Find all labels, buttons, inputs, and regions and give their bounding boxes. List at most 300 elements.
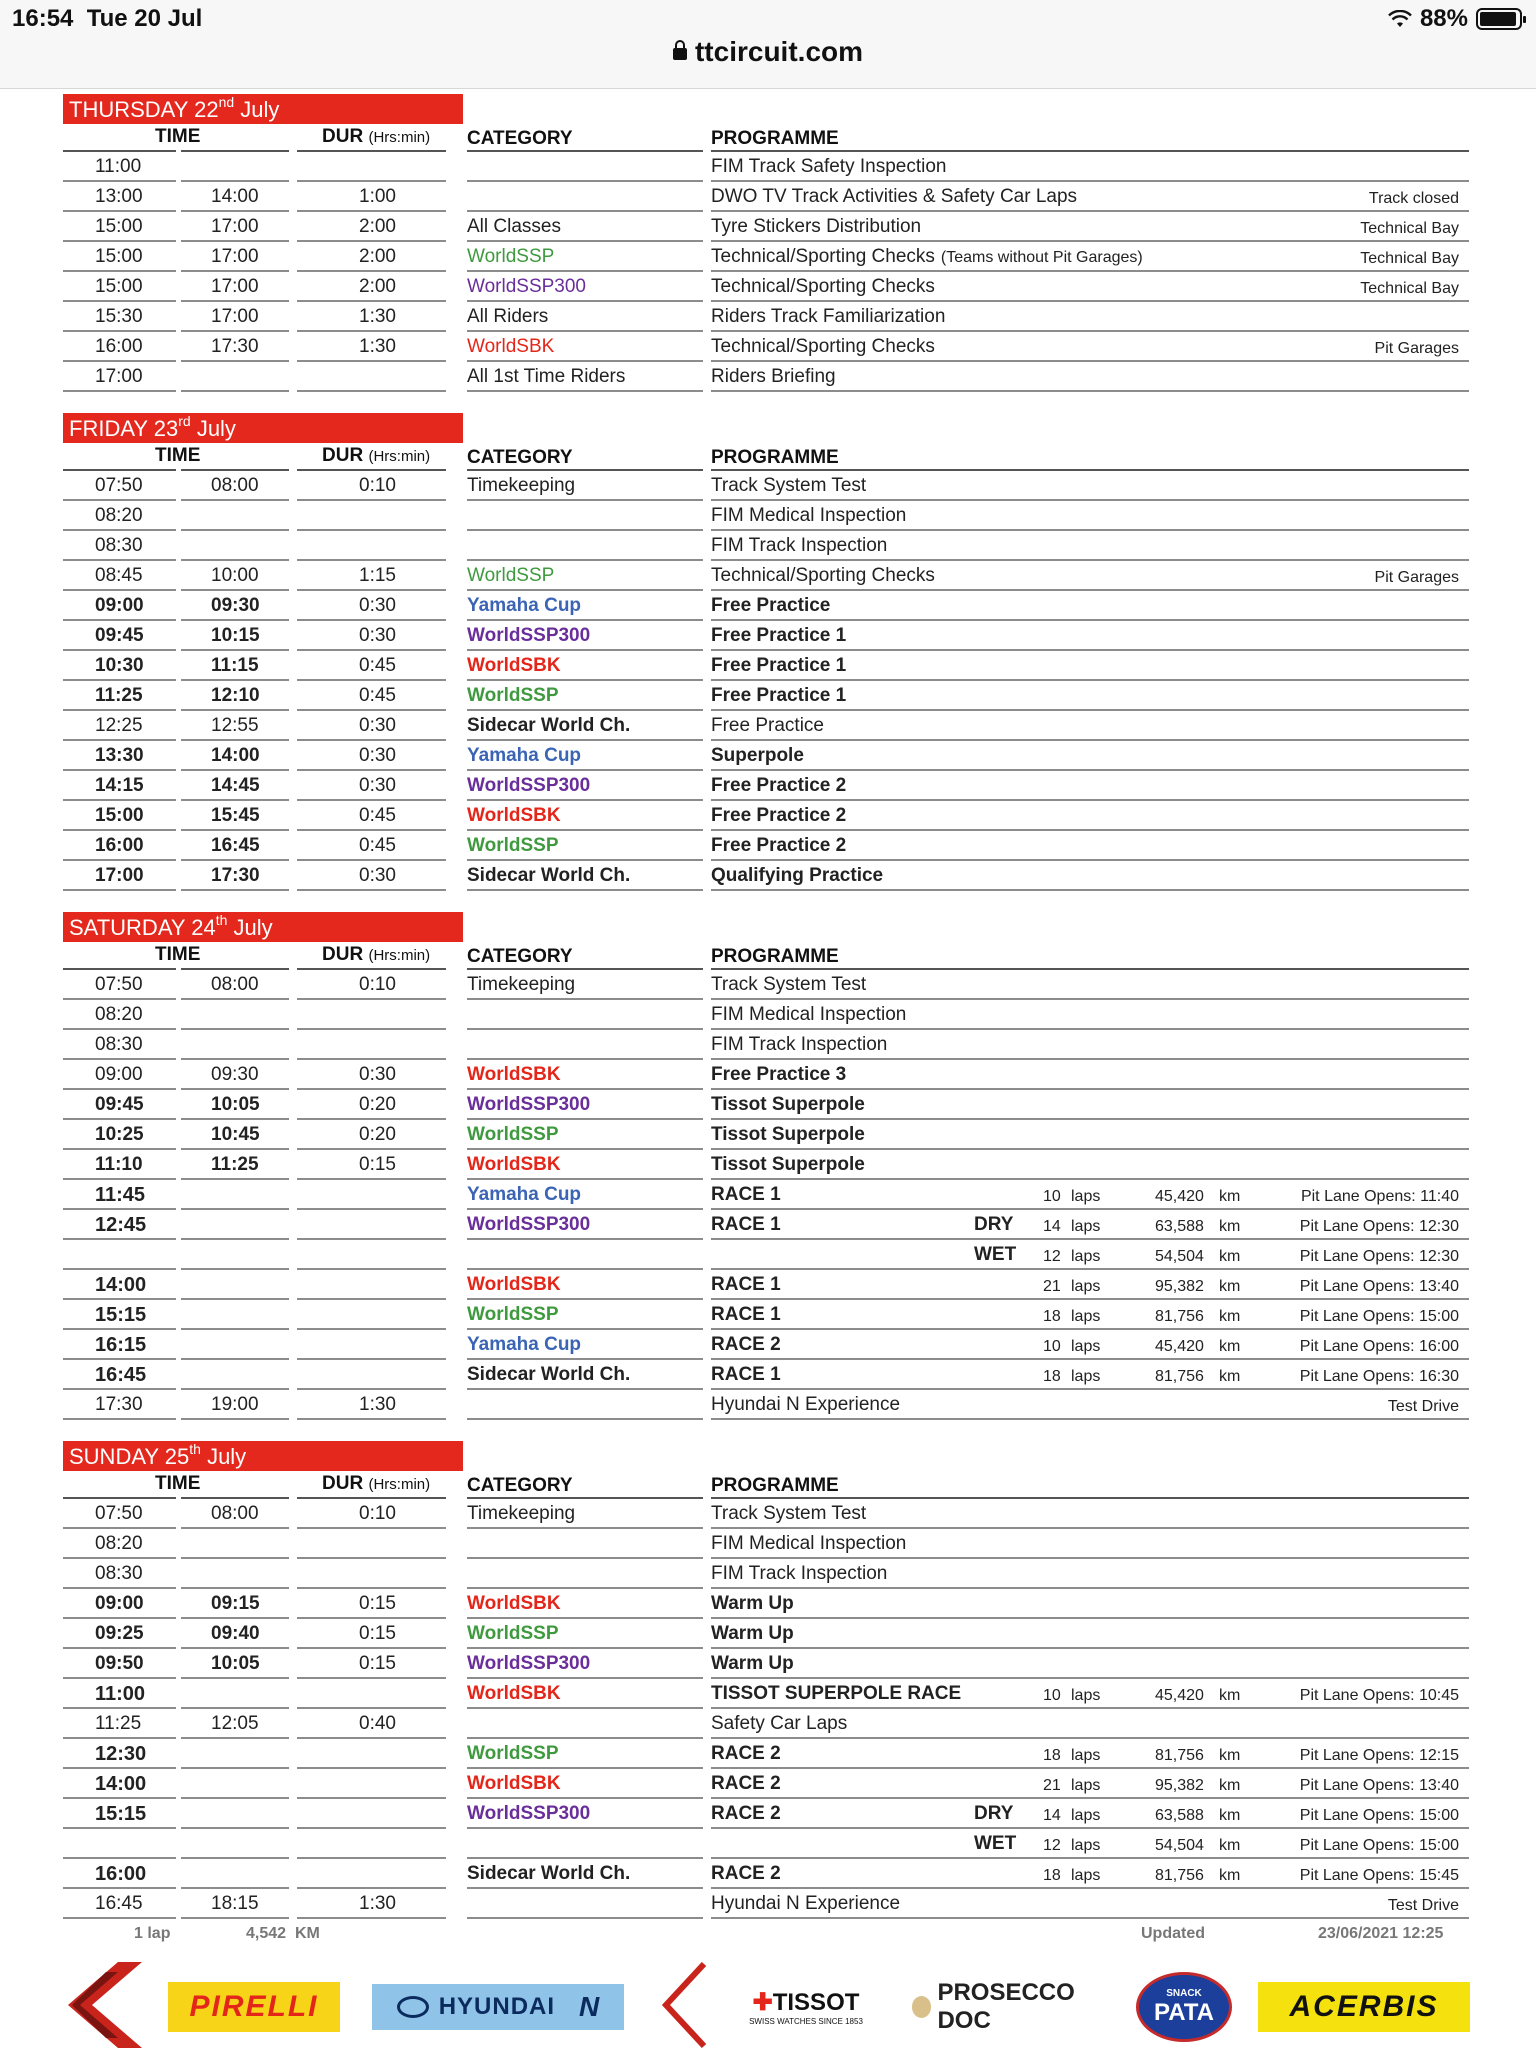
start-time: 16:15: [95, 1334, 147, 1356]
programme-text: Track System Test: [711, 475, 867, 496]
browser-status-bar: [0, 0, 1536, 89]
programme: [711, 1334, 781, 1356]
duration: 0:30: [359, 865, 396, 886]
category: WorldSSP300: [467, 276, 586, 297]
note: Technical Bay: [1360, 250, 1459, 267]
category: WorldSSP300: [467, 1214, 591, 1235]
dur-unit: (Hrs:min): [368, 947, 431, 964]
row-rule: [711, 679, 1469, 681]
race-distance: 63,588: [1155, 1807, 1204, 1824]
distance-unit: km: [1219, 1368, 1241, 1385]
category: WorldSBK: [467, 1274, 561, 1295]
row-rule: [181, 330, 289, 332]
row-rule: [297, 769, 446, 771]
row-rule: [297, 1617, 446, 1619]
row-rule: [63, 649, 176, 651]
row-rule: [63, 1767, 176, 1769]
laps-unit: laps: [1071, 1338, 1101, 1355]
row-rule: [63, 1388, 176, 1390]
row-rule: [297, 1388, 446, 1390]
programme: [711, 805, 846, 827]
row-rule: [63, 180, 176, 182]
row-rule: [297, 1148, 446, 1150]
row-rule: [467, 1737, 703, 1739]
category: WorldSSP300: [467, 775, 591, 796]
programme: [711, 1094, 865, 1116]
status-right: [1388, 5, 1522, 33]
row-rule: [297, 1887, 446, 1889]
row-rule: [181, 679, 289, 681]
row-rule: [711, 1418, 1469, 1420]
note: Pit Lane Opens: 15:00: [1299, 1837, 1459, 1854]
row-rule: [63, 1058, 176, 1060]
programme: [711, 715, 824, 737]
row-rule: [467, 1028, 703, 1030]
start-time: 08:30: [95, 1034, 143, 1055]
row-rule: [297, 1418, 446, 1420]
end-time: 14:00: [211, 745, 260, 766]
end-time: 08:00: [211, 974, 259, 995]
start-time: 10:30: [95, 655, 144, 676]
end-time: 17:00: [211, 306, 259, 327]
duration: 1:30: [359, 1394, 396, 1415]
start-time: 12:30: [95, 1743, 147, 1765]
category: WorldSSP: [467, 565, 555, 586]
programme: [711, 1713, 847, 1735]
start-time: 12:45: [95, 1214, 147, 1236]
category: WorldSBK: [467, 336, 555, 357]
race-distance: 63,588: [1155, 1218, 1204, 1235]
row-rule: [63, 1917, 176, 1919]
programme: [711, 1623, 794, 1645]
note: Technical Bay: [1360, 220, 1459, 237]
row-rule: [63, 799, 176, 801]
row-rule: [467, 889, 703, 891]
row-rule: [711, 1917, 1469, 1919]
laps-count: 18: [1043, 1368, 1061, 1385]
row-rule: [181, 1767, 289, 1769]
start-time: 17:30: [95, 1394, 143, 1415]
category: All 1st Time Riders: [467, 366, 626, 387]
row-rule: [63, 859, 176, 861]
programme: [711, 306, 945, 328]
duration: 0:30: [359, 625, 396, 646]
header-rule: [711, 150, 1469, 152]
distance-unit: km: [1219, 1837, 1241, 1854]
duration: 0:45: [359, 685, 396, 706]
category: WorldSBK: [467, 1064, 561, 1085]
day-name: SATURDAY 24: [69, 915, 216, 940]
programme-text: FIM Track Inspection: [711, 1034, 888, 1055]
row-rule: [63, 1797, 176, 1799]
duration: 0:40: [359, 1713, 396, 1734]
programme: [711, 1064, 846, 1086]
row-rule: [711, 1358, 1469, 1360]
start-time: 16:00: [95, 336, 143, 357]
programme-text: FIM Medical Inspection: [711, 1004, 907, 1025]
row-rule: [63, 300, 176, 302]
row-rule: [467, 300, 703, 302]
row-rule: [297, 619, 446, 621]
row-rule: [467, 1208, 703, 1210]
end-time: 17:00: [211, 276, 259, 297]
row-rule: [467, 1707, 703, 1709]
header-rule: [297, 150, 446, 152]
row-rule: [63, 1827, 176, 1829]
header-rule: [181, 968, 289, 970]
duration: 0:30: [359, 745, 396, 766]
row-rule: [181, 998, 289, 1000]
laps-unit: laps: [1071, 1278, 1101, 1295]
start-time: 09:45: [95, 1094, 144, 1115]
category: Sidecar World Ch.: [467, 715, 631, 736]
programme: [711, 1304, 781, 1326]
row-rule: [181, 1028, 289, 1030]
start-time: 17:00: [95, 366, 143, 387]
start-time: 11:10: [95, 1154, 143, 1175]
row-rule: [63, 1418, 176, 1420]
header-time: TIME: [155, 445, 201, 466]
laps-unit: laps: [1071, 1807, 1101, 1824]
row-rule: [63, 1358, 176, 1360]
programme-text: DWO TV Track Activities & Safety Car Laps: [711, 186, 1078, 207]
row-rule: [467, 1298, 703, 1300]
note: Technical Bay: [1360, 280, 1459, 297]
programme-text: RACE 1: [711, 1184, 781, 1205]
row-rule: [63, 360, 176, 362]
row-rule: [467, 589, 703, 591]
programme-text: RACE 2: [711, 1803, 781, 1824]
start-time: 16:45: [95, 1893, 143, 1914]
row-rule: [711, 210, 1469, 212]
programme-text: Free Practice: [711, 595, 831, 616]
distance-unit: km: [1219, 1308, 1241, 1325]
laps-unit: laps: [1071, 1218, 1101, 1235]
day-month: July: [233, 915, 273, 940]
programme-text: Track System Test: [711, 974, 867, 995]
race-distance: 81,756: [1155, 1747, 1204, 1764]
start-time: 13:30: [95, 745, 144, 766]
row-rule: [181, 709, 289, 711]
programme-text: Free Practice 1: [711, 625, 847, 646]
row-rule: [467, 799, 703, 801]
category: Yamaha Cup: [467, 1184, 582, 1205]
row-rule: [711, 1587, 1469, 1589]
row-rule: [711, 1058, 1469, 1060]
row-rule: [63, 739, 176, 741]
row-rule: [63, 529, 176, 531]
day-suffix: rd: [178, 413, 191, 429]
start-time: 11:25: [95, 1713, 142, 1734]
row-rule: [63, 1208, 176, 1210]
row-rule: [181, 1527, 289, 1529]
laps-unit: laps: [1071, 1368, 1101, 1385]
start-time: 08:30: [95, 535, 143, 556]
status-time: 16:54 Tue 20 Jul: [12, 5, 203, 32]
start-time: 16:00: [95, 835, 144, 856]
programme-text: Technical/Sporting Checks: [711, 276, 935, 297]
laps-count: 14: [1043, 1218, 1061, 1235]
address-bar[interactable]: [0, 36, 1536, 68]
end-time: 16:45: [211, 835, 260, 856]
start-time: 07:50: [95, 475, 143, 496]
row-rule: [711, 1737, 1469, 1739]
row-rule: [63, 390, 176, 392]
row-rule: [181, 1328, 289, 1330]
row-rule: [467, 270, 703, 272]
row-rule: [297, 529, 446, 531]
end-time: 18:15: [211, 1893, 259, 1914]
distance-unit: km: [1219, 1807, 1241, 1824]
row-rule: [711, 1827, 1469, 1829]
row-rule: [711, 1178, 1469, 1180]
laps-unit: laps: [1071, 1687, 1101, 1704]
programme: [711, 535, 887, 557]
row-rule: [181, 889, 289, 891]
row-rule: [181, 859, 289, 861]
programme-text: Tyre Stickers Distribution: [711, 216, 922, 237]
category: WorldSSP: [467, 1304, 559, 1325]
note: Test Drive: [1387, 1398, 1459, 1415]
row-rule: [297, 889, 446, 891]
row-rule: [297, 679, 446, 681]
header-rule: [467, 150, 703, 152]
programme: [711, 475, 866, 497]
race-distance: 45,420: [1155, 1338, 1204, 1355]
start-time: 13:00: [95, 186, 143, 207]
header-rule: [467, 469, 703, 471]
duration: 0:15: [359, 1154, 396, 1175]
header-category: CATEGORY: [467, 447, 573, 468]
start-time: 14:15: [95, 775, 144, 796]
header-programme: PROGRAMME: [711, 946, 839, 967]
row-rule: [711, 1557, 1469, 1559]
header-rule: [467, 968, 703, 970]
category: WorldSBK: [467, 1593, 561, 1614]
category: WorldSBK: [467, 1683, 561, 1704]
row-rule: [63, 679, 176, 681]
row-rule: [181, 270, 289, 272]
programme-text: Free Practice 1: [711, 655, 847, 676]
header-rule: [181, 469, 289, 471]
note: Pit Lane Opens: 16:30: [1299, 1368, 1459, 1385]
row-rule: [711, 1527, 1469, 1529]
duration: 0:30: [359, 775, 396, 796]
note: Pit Lane Opens: 15:00: [1299, 1308, 1459, 1325]
row-rule: [181, 1647, 289, 1649]
category: Sidecar World Ch.: [467, 1863, 631, 1884]
row-rule: [181, 1827, 289, 1829]
row-rule: [63, 559, 176, 561]
row-rule: [297, 240, 446, 242]
start-time: 08:45: [95, 565, 143, 586]
row-rule: [63, 1148, 176, 1150]
row-rule: [181, 300, 289, 302]
header-time: TIME: [155, 126, 201, 147]
programme: [711, 974, 866, 996]
row-rule: [63, 769, 176, 771]
header-rule: [711, 968, 1469, 970]
end-time: 17:30: [211, 336, 259, 357]
programme-text: Free Practice 2: [711, 775, 847, 796]
end-time: 11:15: [211, 655, 259, 676]
row-rule: [181, 1797, 289, 1799]
laps-count: 12: [1043, 1837, 1061, 1854]
row-rule: [63, 1707, 176, 1709]
start-time: 15:15: [95, 1803, 147, 1825]
row-rule: [181, 1148, 289, 1150]
duration: 1:30: [359, 306, 396, 327]
header-rule: [63, 968, 176, 970]
dur-label: DUR: [322, 126, 364, 147]
row-rule: [297, 998, 446, 1000]
duration: 0:20: [359, 1124, 396, 1145]
header-programme: PROGRAMME: [711, 1475, 839, 1496]
row-rule: [181, 739, 289, 741]
category: All Riders: [467, 306, 549, 327]
row-rule: [63, 240, 176, 242]
category: WorldSBK: [467, 655, 561, 676]
category: Timekeeping: [467, 475, 576, 496]
row-rule: [711, 1647, 1469, 1649]
row-rule: [711, 1677, 1469, 1679]
row-rule: [181, 649, 289, 651]
row-rule: [467, 1058, 703, 1060]
start-time: 09:00: [95, 1064, 143, 1085]
row-rule: [297, 709, 446, 711]
programme: [711, 1533, 906, 1555]
row-rule: [467, 1587, 703, 1589]
row-rule: [63, 1088, 176, 1090]
end-time: 10:00: [211, 565, 259, 586]
row-rule: [467, 1557, 703, 1559]
row-rule: [297, 829, 446, 831]
duration: 0:30: [359, 1064, 396, 1085]
row-rule: [467, 499, 703, 501]
row-rule: [467, 559, 703, 561]
lock-icon: [673, 48, 687, 60]
note: Pit Garages: [1374, 340, 1459, 357]
row-rule: [63, 330, 176, 332]
day-banner-3: [63, 1441, 463, 1471]
programme-text: Track System Test: [711, 1503, 867, 1524]
row-rule: [63, 1268, 176, 1270]
row-rule: [467, 390, 703, 392]
end-time: 17:00: [211, 216, 259, 237]
day-banner-0: [63, 94, 463, 124]
row-rule: [297, 649, 446, 651]
distance-unit: km: [1219, 1687, 1241, 1704]
start-time: 09:50: [95, 1653, 144, 1674]
row-rule: [181, 1857, 289, 1859]
row-rule: [467, 1268, 703, 1270]
row-rule: [467, 1887, 703, 1889]
category: WorldSSP300: [467, 1803, 591, 1824]
start-time: 15:00: [95, 805, 144, 826]
row-rule: [297, 1208, 446, 1210]
duration: 0:45: [359, 835, 396, 856]
header-rule: [297, 469, 446, 471]
row-rule: [467, 859, 703, 861]
row-rule: [711, 589, 1469, 591]
programme: [711, 1773, 781, 1795]
distance-unit: km: [1219, 1867, 1241, 1884]
day-month: July: [196, 416, 236, 441]
race-distance: 95,382: [1155, 1777, 1204, 1794]
note: Test Drive: [1387, 1897, 1459, 1914]
row-rule: [297, 210, 446, 212]
end-time: 12:10: [211, 685, 260, 706]
programme-text: Free Practice 2: [711, 805, 847, 826]
programme-text: FIM Track Safety Inspection: [711, 156, 947, 177]
end-time: 09:15: [211, 1593, 260, 1614]
row-rule: [181, 769, 289, 771]
programme-text: RACE 2: [711, 1863, 781, 1884]
row-rule: [297, 1028, 446, 1030]
duration: 0:10: [359, 1503, 396, 1524]
start-time: 15:15: [95, 1304, 147, 1326]
row-rule: [181, 180, 289, 182]
row-rule: [181, 799, 289, 801]
programme: [711, 246, 1143, 269]
race-distance: 81,756: [1155, 1368, 1204, 1385]
distance-unit: km: [1219, 1338, 1241, 1355]
race-distance: 54,504: [1155, 1837, 1204, 1854]
day-name: THURSDAY 22: [69, 97, 219, 122]
row-rule: [297, 1707, 446, 1709]
row-rule: [297, 1737, 446, 1739]
day-month: July: [207, 1444, 247, 1469]
row-rule: [181, 1587, 289, 1589]
category: WorldSSP: [467, 685, 559, 706]
row-rule: [297, 180, 446, 182]
dur-label: DUR: [322, 1473, 364, 1494]
row-rule: [711, 240, 1469, 242]
row-rule: [297, 1298, 446, 1300]
row-rule: [467, 769, 703, 771]
row-rule: [297, 1118, 446, 1120]
row-rule: [711, 529, 1469, 531]
race-distance: 45,420: [1155, 1188, 1204, 1205]
programme-text: Qualifying Practice: [711, 865, 884, 886]
laps-unit: laps: [1071, 1248, 1101, 1265]
programme: [711, 595, 830, 617]
programme: [711, 186, 1077, 208]
row-rule: [467, 1647, 703, 1649]
category: WorldSSP: [467, 1124, 559, 1145]
category: WorldSSP: [467, 1623, 559, 1644]
row-rule: [467, 1917, 703, 1919]
end-time: 09:40: [211, 1623, 260, 1644]
row-rule: [181, 1358, 289, 1360]
start-time: 15:30: [95, 306, 143, 327]
row-rule: [63, 1028, 176, 1030]
row-rule: [181, 1388, 289, 1390]
programme: [711, 1683, 961, 1705]
programme: [711, 1563, 887, 1585]
distance-unit: km: [1219, 1777, 1241, 1794]
row-rule: [181, 499, 289, 501]
row-rule: [63, 1857, 176, 1859]
laps-count: 10: [1043, 1687, 1061, 1704]
laps-count: 21: [1043, 1777, 1061, 1794]
row-rule: [297, 1238, 446, 1240]
programme: [711, 216, 921, 238]
start-time: 15:00: [95, 246, 143, 267]
duration: 0:20: [359, 1094, 396, 1115]
row-rule: [181, 1707, 289, 1709]
row-rule: [63, 829, 176, 831]
